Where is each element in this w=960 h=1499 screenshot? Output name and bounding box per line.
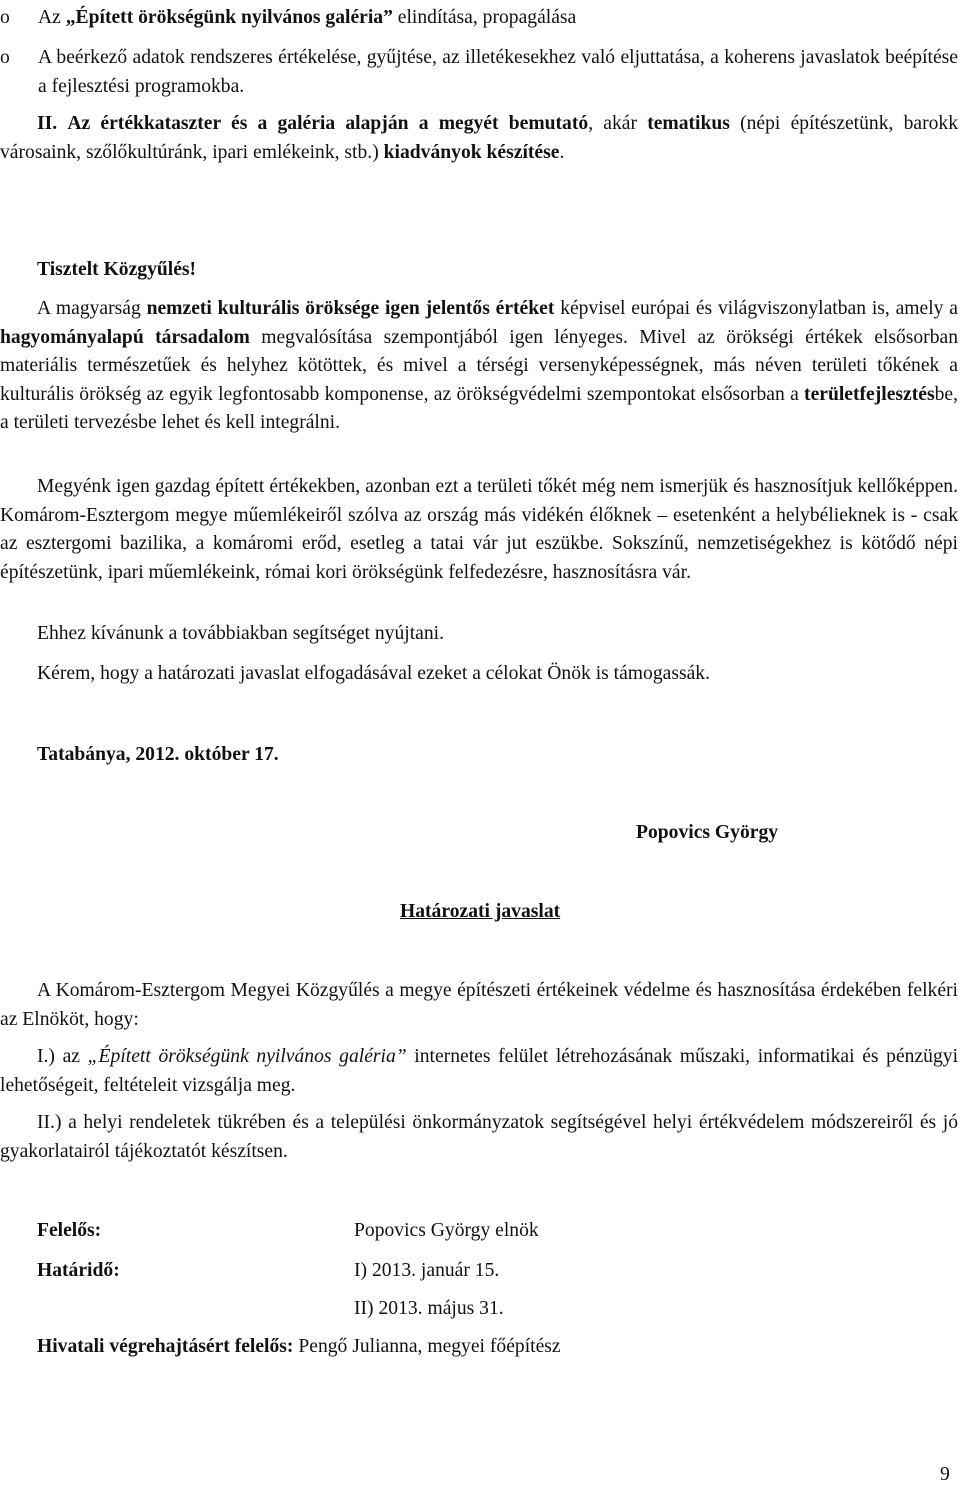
item1-prefix: I.) az: [37, 1046, 88, 1067]
item1-rest: internetes felület létrehozásának műszaki, informatikai és pénzügyi lehetőségeit, feltételeit vizsgálja meg.: [0, 1046, 959, 1096]
point-ii-text-2: (népi építészetünk, barokk városaink, szőlőkultúránk, ipari emlékeink, stb.): [0, 113, 958, 163]
p1-bold-2: hagyományalapú társadalom: [0, 326, 250, 348]
point-ii-paragraph: [0, 110, 958, 167]
point-ii-number: II.: [37, 113, 58, 134]
bullet-marker: o: [0, 47, 10, 68]
resolution-intro: [0, 977, 958, 1034]
hivatali-line: [37, 1335, 561, 1359]
bullet-rest: elindítása, propagálása: [392, 7, 577, 28]
p1-bold-1: nemzeti kulturális öröksége igen jelentős értéket: [146, 298, 555, 319]
bullet-marker: o: [0, 7, 10, 28]
hatarido-label-text: Határidő:: [37, 1260, 120, 1281]
date-line: [37, 743, 960, 767]
paragraph-request: Kérem, hogy a határozati javaslat elfogadásával ezeket a célokat Önök is támogassák.: [37, 663, 710, 684]
hivatali-value: Pengő Julianna, megyei főépítész: [293, 1336, 561, 1357]
p1-text-1: A magyarság: [37, 298, 147, 319]
resolution-title-text: Határozati javaslat: [400, 901, 561, 922]
point-ii-bold-2: tematikus: [647, 113, 730, 134]
gallery-name: „Épített örökségünk nyilvános galéria”: [65, 7, 393, 28]
paragraph-county: [0, 473, 958, 587]
resolution-item-1: [0, 1043, 958, 1100]
item2-text: II.) a helyi rendeletek tükrében és a települési önkormányzatok segítségével helyi értékvédelem módszereiről és jó gyakorlatairól tájékoztatót készítsen.: [0, 1112, 958, 1162]
page-number: 9: [940, 1464, 950, 1485]
point-ii-text-1: , akár: [588, 113, 648, 134]
signer-text: Popovics György: [636, 822, 779, 843]
date-text: Tatabánya, 2012. október 17.: [37, 744, 279, 765]
felelos-label: [37, 1219, 101, 1243]
point-ii-bold-1: Az értékkataszter és a galéria alapján a megyét bemutató: [67, 113, 589, 134]
signer-name: [636, 821, 778, 845]
paragraph-heritage: [0, 295, 958, 438]
item1-gallery-name: „Épített örökségünk nyilvános galéria”: [87, 1046, 407, 1067]
salutation-text: Tisztelt Közgyűlés!: [37, 259, 197, 280]
point-ii-bold-3: kiadványok készítése: [383, 141, 560, 163]
hatarido-value-1: I) 2013. január 15.: [354, 1260, 500, 1281]
hatarido-value-2: II) 2013. május 31.: [354, 1298, 504, 1319]
hivatali-label: Hivatali végrehajtásért felelős:: [37, 1336, 294, 1357]
bullet-item-evaluation: [0, 44, 958, 101]
hatarido-label: [37, 1259, 120, 1283]
resolution-title: [400, 900, 560, 924]
paragraph-help: Ehhez kívánunk a továbbiakban segítséget nyújtani.: [37, 623, 445, 644]
resolution-item-2: [0, 1109, 958, 1166]
p1-text-2: képvisel európai és világviszonylatban is, amely a: [554, 298, 958, 319]
bullet-text: A beérkező adatok rendszeres értékelése, gyűjtése, az illetékesekhez való eljuttatása, a koherens javaslatok beépítése a fejlesztési programokba.: [38, 47, 958, 97]
p1-text-4: be, a területi tervezésbe lehet és kell integrálni.: [0, 383, 958, 434]
p1-bold-3: területfejlesztés: [804, 383, 935, 405]
p2-text: Megyénk igen gazdag épített értékekben, azonban ezt a területi tőkét még nem ismerjük és hasznosítjuk kellőképpen. Komárom-Esztergom megye műemlékeiről szólva az ország más vidékén élőknek – esetenként a helybélieknek is - csak az esztergomi bazilika, a komáromi erőd, esetleg a tatai vár jut eszükbe. Sokszínű, nemzetiségekhez is kötődő népi építészetünk, ipari műemlékeink, római kori örökségünk felfedezésre, hasznosításra vár.: [0, 476, 958, 583]
felelos-label-text: Felelős:: [37, 1220, 102, 1241]
resolution-intro-text: A Komárom-Esztergom Megyei Közgyűlés a megye építészeti értékeinek védelme és hasznosítása érdekében felkéri az Elnököt, hogy:: [0, 980, 958, 1030]
salutation: [37, 258, 960, 282]
p1-text-3: megvalósítása szempontjából igen lényeges. Mivel az örökségi értékek elsősorban materiális természetűek és helyhez kötöttek, és mivel a térségi versenyképességnek, más néven területi tőkének a kulturális örökség az egyik legfontosabb komponense, az örökségvédelmi szempontokat elsősorban a: [0, 326, 958, 405]
point-ii-text-3: .: [559, 141, 565, 163]
bullet-prefix: Az: [38, 7, 66, 28]
felelos-value: Popovics György elnök: [354, 1220, 539, 1241]
